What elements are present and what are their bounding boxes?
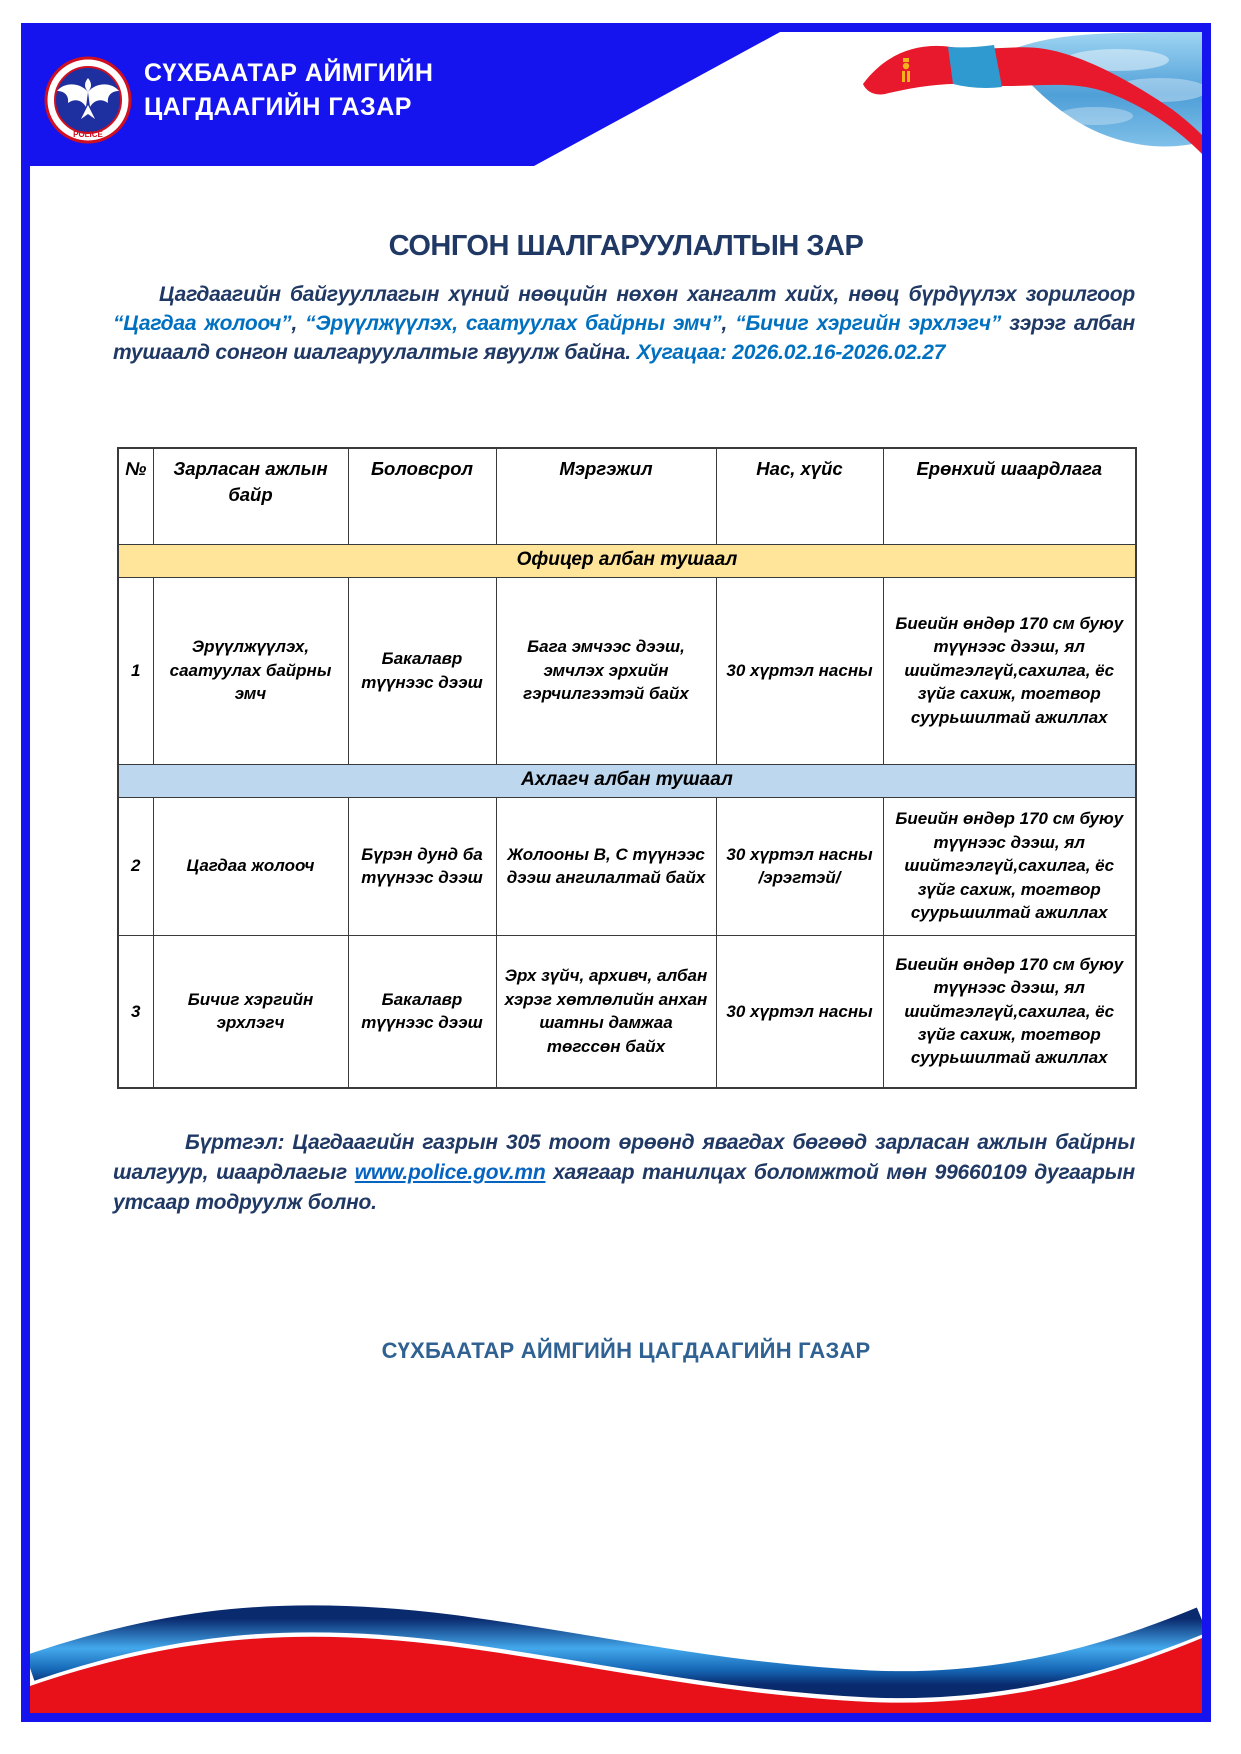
cell-num: 3: [118, 935, 153, 1088]
table-row: [118, 577, 1136, 764]
col-header-education: Боловсрол: [348, 448, 496, 544]
org-name-line1: СҮХБААТАР АЙМГИЙН: [144, 59, 434, 87]
cell-profession: Бага эмчээс дээш, эмчлэх эрхийн гэрчилгээтэй байх: [496, 577, 716, 764]
intro-position-2: “Эрүүлжүүлэх, саатуулах байрны эмч”: [305, 312, 722, 335]
cell-num: 2: [118, 797, 153, 935]
intro-position-3: “Бичиг хэргийн эрхлэгч”: [735, 312, 1002, 335]
col-header-requirements: Ерөнхий шаардлага: [883, 448, 1136, 544]
cell-education: Бакалавр түүнээс дээш: [348, 577, 496, 764]
registration-paragraph: [113, 1128, 1135, 1218]
section-label-officer: Офицер албан тушаал: [118, 544, 1136, 577]
intro-deadline: Хугацаа: 2026.02.16-2026.02.27: [636, 341, 946, 364]
cell-profession: Эрх зүйч, архивч, албан хэрэг хөтлөлийн анхан шатны дамжаа төгссөн байх: [496, 935, 716, 1088]
signature-org-name: СҮХБААТАР АЙМГИЙН ЦАГДААГИЙН ГАЗАР: [381, 1338, 871, 1363]
police-website-link[interactable]: www.police.gov.mn: [354, 1161, 546, 1184]
section-row-sergeant: [118, 764, 1136, 797]
section-label-sergeant: Ахлагч албан тушаал: [118, 764, 1136, 797]
intro-comma-2: ,: [721, 312, 736, 335]
intro-tail: зэрэг албан тушаалд сонгон шалгаруулалтыг явуулж байна.: [113, 312, 1135, 364]
cell-requirements: Биеийн өндөр 170 см буюу түүнээс дээш, ял шийтгэлгүй,сахилга, ёс зүйг сахиж, тогтвор суурьшилтай ажиллах: [883, 797, 1136, 935]
cell-age: 30 хүртэл насны: [716, 577, 883, 764]
mongolian-flag-icon: [855, 32, 1202, 154]
col-header-profession: Мэргэжил: [496, 448, 716, 544]
cell-education: Бакалавр түүнээс дээш: [348, 935, 496, 1088]
registration-before-link: Бүртгэл: Цагдаагийн газрын 305 тоот өрөөнд явагдах бөгөөд зарласан ажлын байрны шалгуур, шаардлагыг: [113, 1131, 1135, 1184]
col-header-num: №: [118, 448, 153, 544]
table-row: [118, 935, 1136, 1088]
cell-num: 1: [118, 577, 153, 764]
cell-job: Цагдаа жолооч: [153, 797, 348, 935]
org-name-line2: ЦАГДААГИЙН ГАЗАР: [144, 93, 412, 121]
cell-age: 30 хүртэл насны /эрэгтэй/: [716, 797, 883, 935]
bottom-wave-decoration: [30, 1572, 1202, 1713]
cell-requirements: Биеийн өндөр 170 см буюу түүнээс дээш, ял шийтгэлгүй,сахилга, ёс зүйг сахиж, тогтвор суурьшилтай ажиллах: [883, 577, 1136, 764]
intro-position-1: “Цагдаа жолооч”: [113, 312, 292, 335]
intro-lead: Цагдаагийн байгууллагын хүний нөөцийн нөхөн хангалт хийх, нөөц бүрдүүлэх зорилгоор: [159, 283, 1135, 306]
intro-comma-1: ,: [291, 312, 306, 335]
cell-requirements: Биеийн өндөр 170 см буюу түүнээс дээш, ял шийтгэлгүй,сахилга, ёс зүйг сахиж, тогтвор суурьшилтай ажиллах: [883, 935, 1136, 1088]
cell-profession: Жолооны В, С түүнээс дээш ангилалтай байх: [496, 797, 716, 935]
cell-job: Бичиг хэргийн эрхлэгч: [153, 935, 348, 1088]
police-badge-icon: [44, 56, 132, 144]
cell-education: Бүрэн дунд ба түүнээс дээш: [348, 797, 496, 935]
col-header-job: Зарласан ажлын байр: [153, 448, 348, 544]
cell-age: 30 хүртэл насны: [716, 935, 883, 1088]
intro-paragraph: [113, 280, 1135, 367]
org-name: [144, 56, 433, 124]
cell-job: Эрүүлжүүлэх, саатуулах байрны эмч: [153, 577, 348, 764]
vacancies-table: [117, 447, 1137, 1089]
col-header-age: Нас, хүйс: [716, 448, 883, 544]
table-header-row: [118, 448, 1136, 544]
table-row: [118, 797, 1136, 935]
logo-police-text: POLICE: [73, 130, 103, 139]
registration-after-link: хаягаар танилцах боломжтой мөн 99660109 дугаарын утсаар тодруулж болно.: [113, 1161, 1135, 1214]
page-title: СОНГОН ШАЛГАРУУЛАЛТЫН ЗАР: [388, 230, 864, 262]
section-row-officer: [118, 544, 1136, 577]
